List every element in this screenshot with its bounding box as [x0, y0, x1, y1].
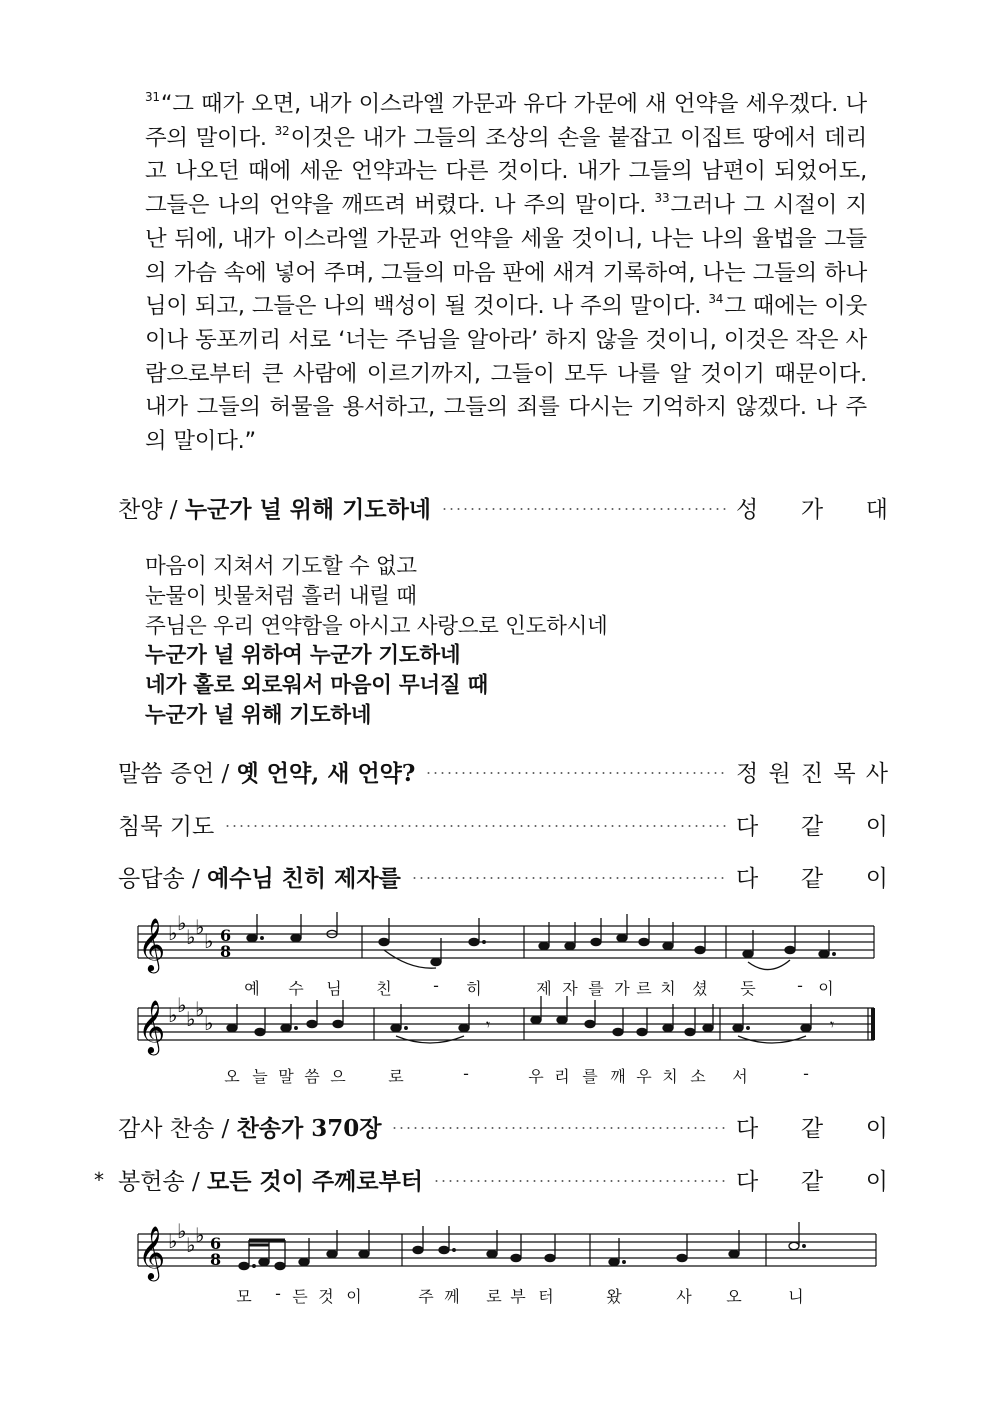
- lyric-line: 누군가 널 위해 기도하네: [145, 702, 372, 728]
- syllable: 치: [662, 1067, 678, 1086]
- program-item-label: 응답송 / 예수님 친히 제자를: [118, 864, 401, 892]
- program-item-leader: 다 같 이: [736, 865, 888, 892]
- syllable: -: [275, 1284, 281, 1303]
- syllable: 으: [330, 1067, 346, 1086]
- program-item-offering: [118, 1162, 888, 1196]
- verse-text: 그러나 그 시절이 지난 뒤에, 내가 이스라엘 가문과 언약을 세울 것이니, 나는 나의 율법을 그들의 가슴 속에 넣어 주며, 그들의 마음 판에 새겨 기록하여, 나는 그들의 하나님이 되고, 그들은 나의 백성이 될 것이다. 나 주의 말이다.: [145, 192, 868, 320]
- program-item-anthem: [118, 490, 888, 524]
- anthem-lyrics: [145, 552, 608, 731]
- syllable: 오: [224, 1067, 240, 1086]
- time-signature-bottom: 8: [210, 1250, 222, 1269]
- svg-text:𝄾: 𝄾: [830, 1015, 835, 1034]
- syllable: 자: [562, 979, 578, 998]
- lyric-line: 주님은 우리 연약함을 아시고 사랑으로 인도하시네: [145, 613, 608, 639]
- syllable: 이: [818, 979, 834, 998]
- time-signature-bottom: 8: [220, 942, 232, 961]
- key-signature-flats-icon: [168, 993, 213, 1035]
- syllable: 치: [660, 979, 676, 998]
- program-item-leader: 다 같 이: [736, 1168, 888, 1195]
- verse-number: 33: [654, 191, 670, 206]
- syllable: 가: [614, 979, 630, 998]
- verse-number: 32: [274, 123, 290, 138]
- syllable: -: [463, 1064, 469, 1083]
- program-item-silent-prayer: [118, 807, 888, 841]
- syllable: 서: [732, 1067, 748, 1086]
- syllable: 로: [388, 1067, 404, 1086]
- svg-text:♭: ♭: [186, 1233, 196, 1257]
- response-song-score: [134, 908, 884, 1100]
- notes-system-3: [239, 1222, 805, 1270]
- key-signature-flats-icon: [168, 1219, 204, 1257]
- notes-system-1: [247, 912, 835, 970]
- program-item-label: 찬양 / 누군가 널 위해 기도하네: [118, 495, 432, 523]
- verse-text: “그 때가 오면, 내가 이스라엘 가문과 유다 가문에 새 언약을 세우겠다. 나 주의 말이다.: [145, 91, 867, 151]
- leader-dots: [433, 1180, 726, 1182]
- syllable: 니: [788, 1287, 804, 1306]
- treble-clef-icon: 𝄞: [138, 917, 166, 971]
- verse-text: 이것은 내가 그들의 조상의 손을 붙잡고 이집트 땅에서 데리고 나오던 때에 세운 언약과는 다른 것이다. 내가 그들의 남편이 되었어도, 그들은 나의 언약을 깨뜨려 버렸다. 나 주의 말이다.: [145, 124, 867, 219]
- syllable: 든: [292, 1287, 308, 1306]
- svg-text:♭: ♭: [195, 997, 205, 1021]
- syllable: 듯: [740, 979, 756, 998]
- syllable: 소: [690, 1067, 706, 1086]
- syllable: -: [433, 976, 439, 995]
- leader-dots: [224, 825, 726, 827]
- key-signature-flats-icon: [168, 911, 213, 953]
- syllable: 를: [588, 979, 604, 998]
- svg-text:♭: ♭: [186, 1007, 196, 1031]
- svg-text:♭: ♭: [195, 915, 205, 939]
- program-item-leader: 다 같 이: [736, 813, 888, 840]
- syllable: 제: [536, 979, 552, 998]
- svg-text:♭: ♭: [177, 1219, 187, 1243]
- program-item-label: 감사 찬송 / 찬송가 370장: [118, 1114, 382, 1142]
- svg-text:♭: ♭: [195, 1223, 205, 1247]
- syllable: -: [797, 976, 803, 995]
- staff-system-1: [138, 926, 874, 958]
- staff-system-2: [138, 1008, 874, 1040]
- lyric-line: 누군가 널 위하여 누군가 기도하네: [145, 643, 461, 669]
- syllable: 늘: [252, 1067, 268, 1086]
- syllable: 셨: [692, 979, 708, 998]
- syllable: 사: [676, 1287, 692, 1306]
- lyric-line: 마음이 지쳐서 기도할 수 없고: [145, 554, 417, 579]
- lyric-line: 눈물이 빗물처럼 흘러 내릴 때: [145, 583, 417, 609]
- svg-text:♭: ♭: [177, 911, 187, 935]
- syllable: 르: [636, 979, 652, 998]
- syllable: 친: [376, 979, 392, 998]
- syllable: 터: [538, 1287, 554, 1306]
- syllable: 우: [528, 1067, 544, 1086]
- syllable: 께: [444, 1287, 460, 1306]
- syllable: -: [803, 1064, 809, 1083]
- program-item-thanksgiving-hymn: [118, 1109, 888, 1143]
- svg-text:♭: ♭: [168, 1229, 178, 1253]
- syllable: 부: [510, 1287, 526, 1306]
- svg-text:♭: ♭: [168, 921, 178, 945]
- notes-system-2: [227, 996, 834, 1043]
- svg-text:♭: ♭: [186, 925, 196, 949]
- program-item-leader: 성 가 대: [736, 496, 888, 523]
- program-item-leader: 정 원 진 목 사: [736, 760, 888, 787]
- syllable: 우: [636, 1067, 652, 1086]
- syllable: 수: [288, 979, 304, 998]
- syllable: 오: [726, 1287, 742, 1306]
- leader-dots: [441, 508, 726, 510]
- offering-marker: *: [94, 1168, 104, 1192]
- syllable: 를: [582, 1067, 598, 1086]
- time-signature-top: 6: [210, 1234, 222, 1253]
- svg-text:♭: ♭: [204, 929, 214, 953]
- program-item-label: 봉헌송 / 모든 것이 주께로부터: [118, 1167, 424, 1195]
- leader-dots: [411, 877, 726, 879]
- lyric-line: 네가 홀로 외로워서 마음이 무너질 때: [145, 673, 488, 699]
- syllable: 모: [236, 1287, 252, 1306]
- scripture-passage: [145, 88, 867, 459]
- syllable: 씀: [304, 1067, 320, 1086]
- svg-text:♭: ♭: [168, 1003, 178, 1027]
- syllable: 것: [318, 1287, 334, 1306]
- treble-clef-icon: 𝄞: [138, 1225, 166, 1279]
- offering-song-score: [134, 1212, 884, 1288]
- leader-dots: [391, 1127, 726, 1129]
- leader-dots: [425, 772, 726, 774]
- program-item-leader: 다 같 이: [736, 1115, 888, 1142]
- syllable: 주: [418, 1287, 434, 1306]
- svg-text:♭: ♭: [177, 993, 187, 1017]
- syllable: 말: [278, 1067, 294, 1086]
- program-item-label: 침묵 기도: [118, 813, 215, 840]
- syllable: 히: [466, 979, 482, 998]
- program-item-sermon: [118, 754, 888, 788]
- verse-number: 31: [145, 90, 160, 104]
- time-signature-top: 6: [220, 926, 232, 945]
- syllable: 예: [244, 979, 260, 998]
- syllable: 님: [326, 979, 342, 998]
- program-item-label: 말씀 증언 / 옛 언약, 새 언약?: [118, 759, 416, 787]
- syllable: 왔: [606, 1287, 622, 1306]
- syllable: 깨: [610, 1067, 626, 1086]
- treble-clef-icon: 𝄞: [138, 999, 166, 1053]
- svg-text:♭: ♭: [204, 1011, 214, 1035]
- svg-text:𝄾: 𝄾: [486, 1015, 491, 1034]
- syllable: 이: [346, 1287, 362, 1306]
- verse-number: 34: [708, 292, 724, 307]
- syllable: 리: [554, 1067, 570, 1086]
- program-item-response-song: [118, 859, 888, 893]
- syllable: 로: [486, 1287, 502, 1306]
- verse-text: 그 때에는 이웃이나 동포끼리 서로 ‘너는 주님을 알아라’ 하지 않을 것이니, 이것은 작은 사람으로부터 큰 사람에 이르기까지, 그들이 모두 나를 알 것이기 때문이다. 내가 그들의 허물을 용서하고, 그들의 죄를 다시는 기억하지 않겠다. 나 주의 말이다.”: [145, 293, 867, 455]
